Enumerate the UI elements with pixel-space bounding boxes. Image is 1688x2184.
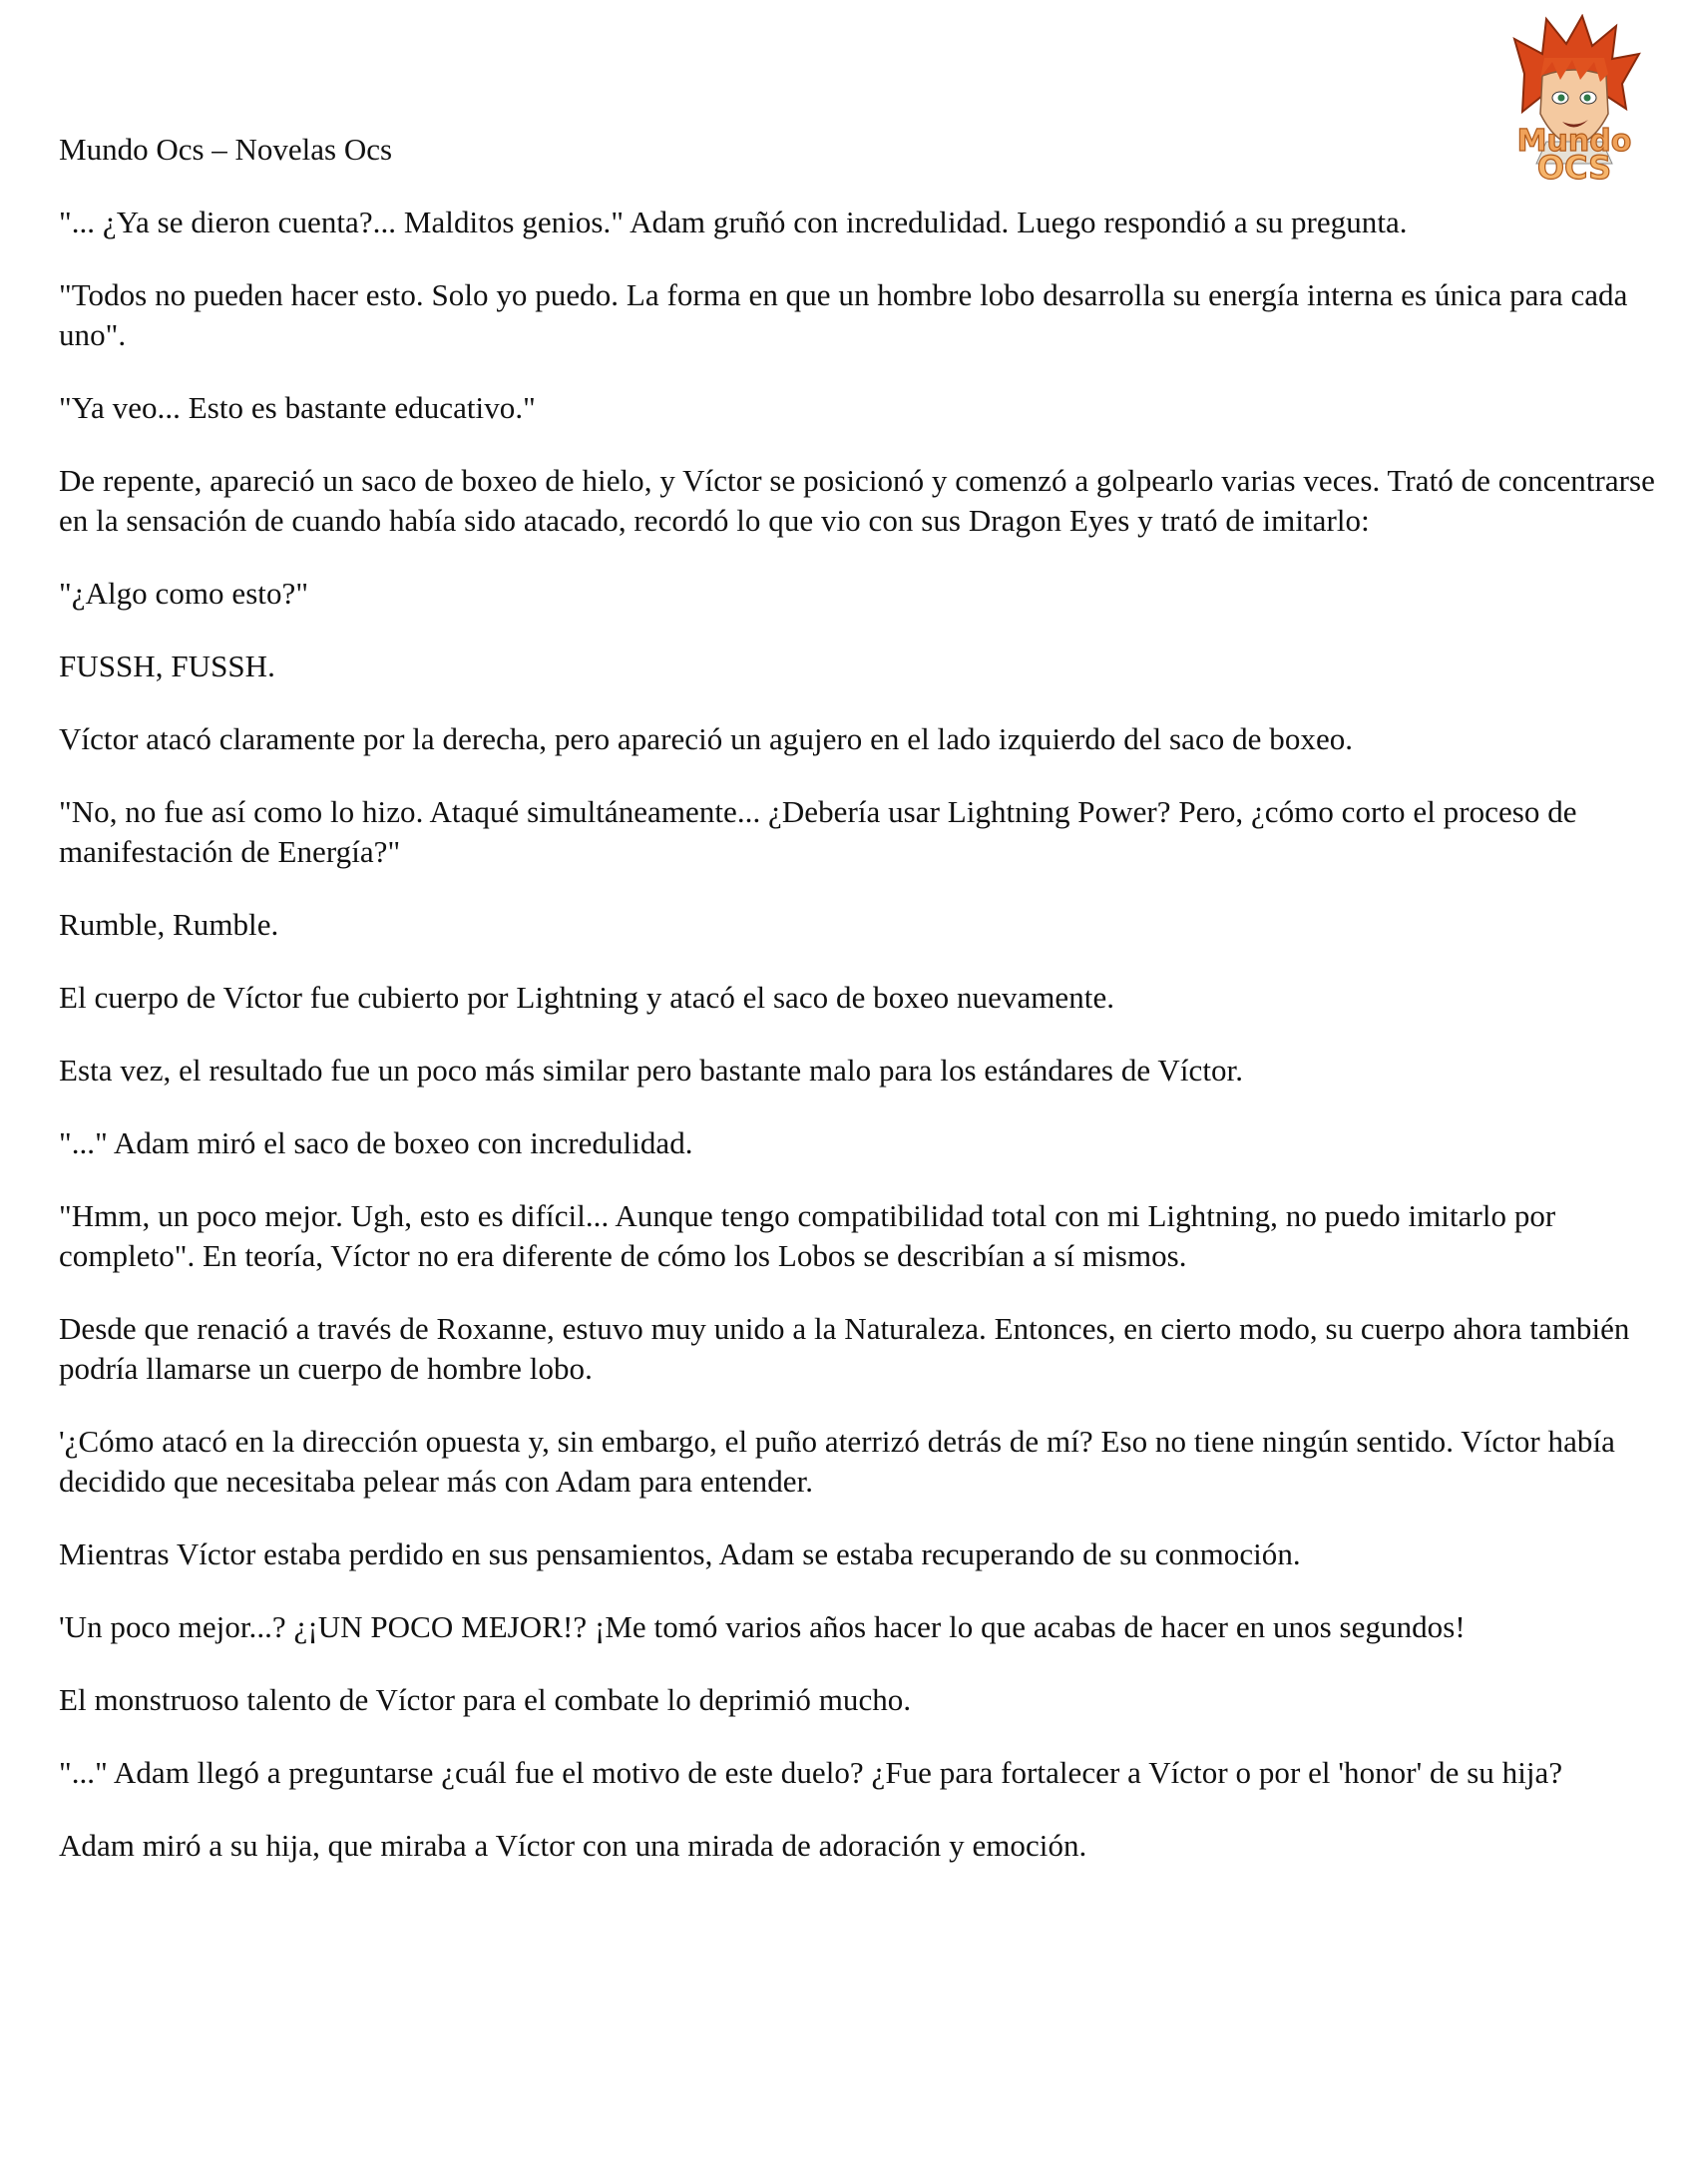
paragraph: Adam miró a su hija, que miraba a Víctor con una mirada de adoración y emoción. <box>59 1828 1087 1863</box>
site-title: Mundo Ocs – Novelas Ocs <box>59 132 393 167</box>
logo-text-line1: Mundo <box>1516 124 1632 159</box>
paragraph: "..." Adam llegó a preguntarse ¿cuál fue el motivo de este duelo? ¿Fue para fortalecer a Víctor o por el 'honor' de su hija? <box>59 1755 1563 1790</box>
paragraph: Víctor atacó claramente por la derecha, pero apareció un agujero en el lado izquierdo del saco de boxeo. <box>59 721 1354 756</box>
paragraph: Desde que renació a través de Roxanne, estuvo muy unido a la Naturaleza. Entonces, en cierto modo, su cuerpo ahora también podría llamarse un cuerpo de hombre lobo. <box>59 1311 1630 1386</box>
paragraph: FUSSH, FUSSH. <box>59 649 275 683</box>
paragraph: "... ¿Ya se dieron cuenta?... Malditos genios." Adam gruñó con incredulidad. Luego respondió a su pregunta. <box>59 205 1408 239</box>
paragraph: "Todos no pueden hacer esto. Solo yo puedo. La forma en que un hombre lobo desarrolla su energía interna es única para cada uno". <box>59 277 1628 352</box>
paragraph: '¿Cómo atacó en la dirección opuesta y, sin embargo, el puño aterrizó detrás de mí? Eso no tiene ningún sentido. Víctor había decidido que necesitaba pelear más con Adam para entender. <box>59 1424 1615 1499</box>
paragraph: "Hmm, un poco mejor. Ugh, esto es difícil... Aunque tengo compatibilidad total con mi Lightning, no puedo imitarlo por completo". En teoría, Víctor no era diferente de cómo los Lobos se describían a sí mismos. <box>59 1198 1556 1273</box>
paragraph: El monstruoso talento de Víctor para el combate lo deprimió mucho. <box>59 1682 912 1717</box>
paragraph: Mientras Víctor estaba perdido en sus pensamientos, Adam se estaba recuperando de su conmoción. <box>59 1536 1301 1571</box>
paragraph: 'Un poco mejor...? ¿¡UN POCO MEJOR!? ¡Me tomó varios años hacer lo que acabas de hacer en unos segundos! <box>59 1609 1466 1644</box>
paragraph: "¿Algo como esto?" <box>59 576 309 611</box>
paragraph: De repente, apareció un saco de boxeo de hielo, y Víctor se posicionó y comenzó a golpearlo varias veces. Trató de concentrarse en la sensación de cuando había sido atacado, recordó lo que vio con sus Dragon Eyes y trató de imitarlo: <box>59 463 1655 538</box>
paragraph: El cuerpo de Víctor fue cubierto por Lightning y atacó el saco de boxeo nuevamente. <box>59 980 1115 1015</box>
paragraph: "..." Adam miró el saco de boxeo con incredulidad. <box>59 1125 693 1160</box>
paragraph: "No, no fue así como lo hizo. Ataqué simultáneamente... ¿Debería usar Lightning Power? Pero, ¿cómo corto el proceso de manifestación de Energía?" <box>59 794 1577 869</box>
paragraph: Esta vez, el resultado fue un poco más similar pero bastante malo para los estándares de Víctor. <box>59 1053 1244 1088</box>
paragraph: "Ya veo... Esto es bastante educativo." <box>59 390 536 425</box>
mundo-ocs-logo <box>1494 14 1654 184</box>
chapter-text <box>59 203 1655 1899</box>
paragraph: Rumble, Rumble. <box>59 907 279 942</box>
logo-text-line2: OCS <box>1536 149 1612 184</box>
